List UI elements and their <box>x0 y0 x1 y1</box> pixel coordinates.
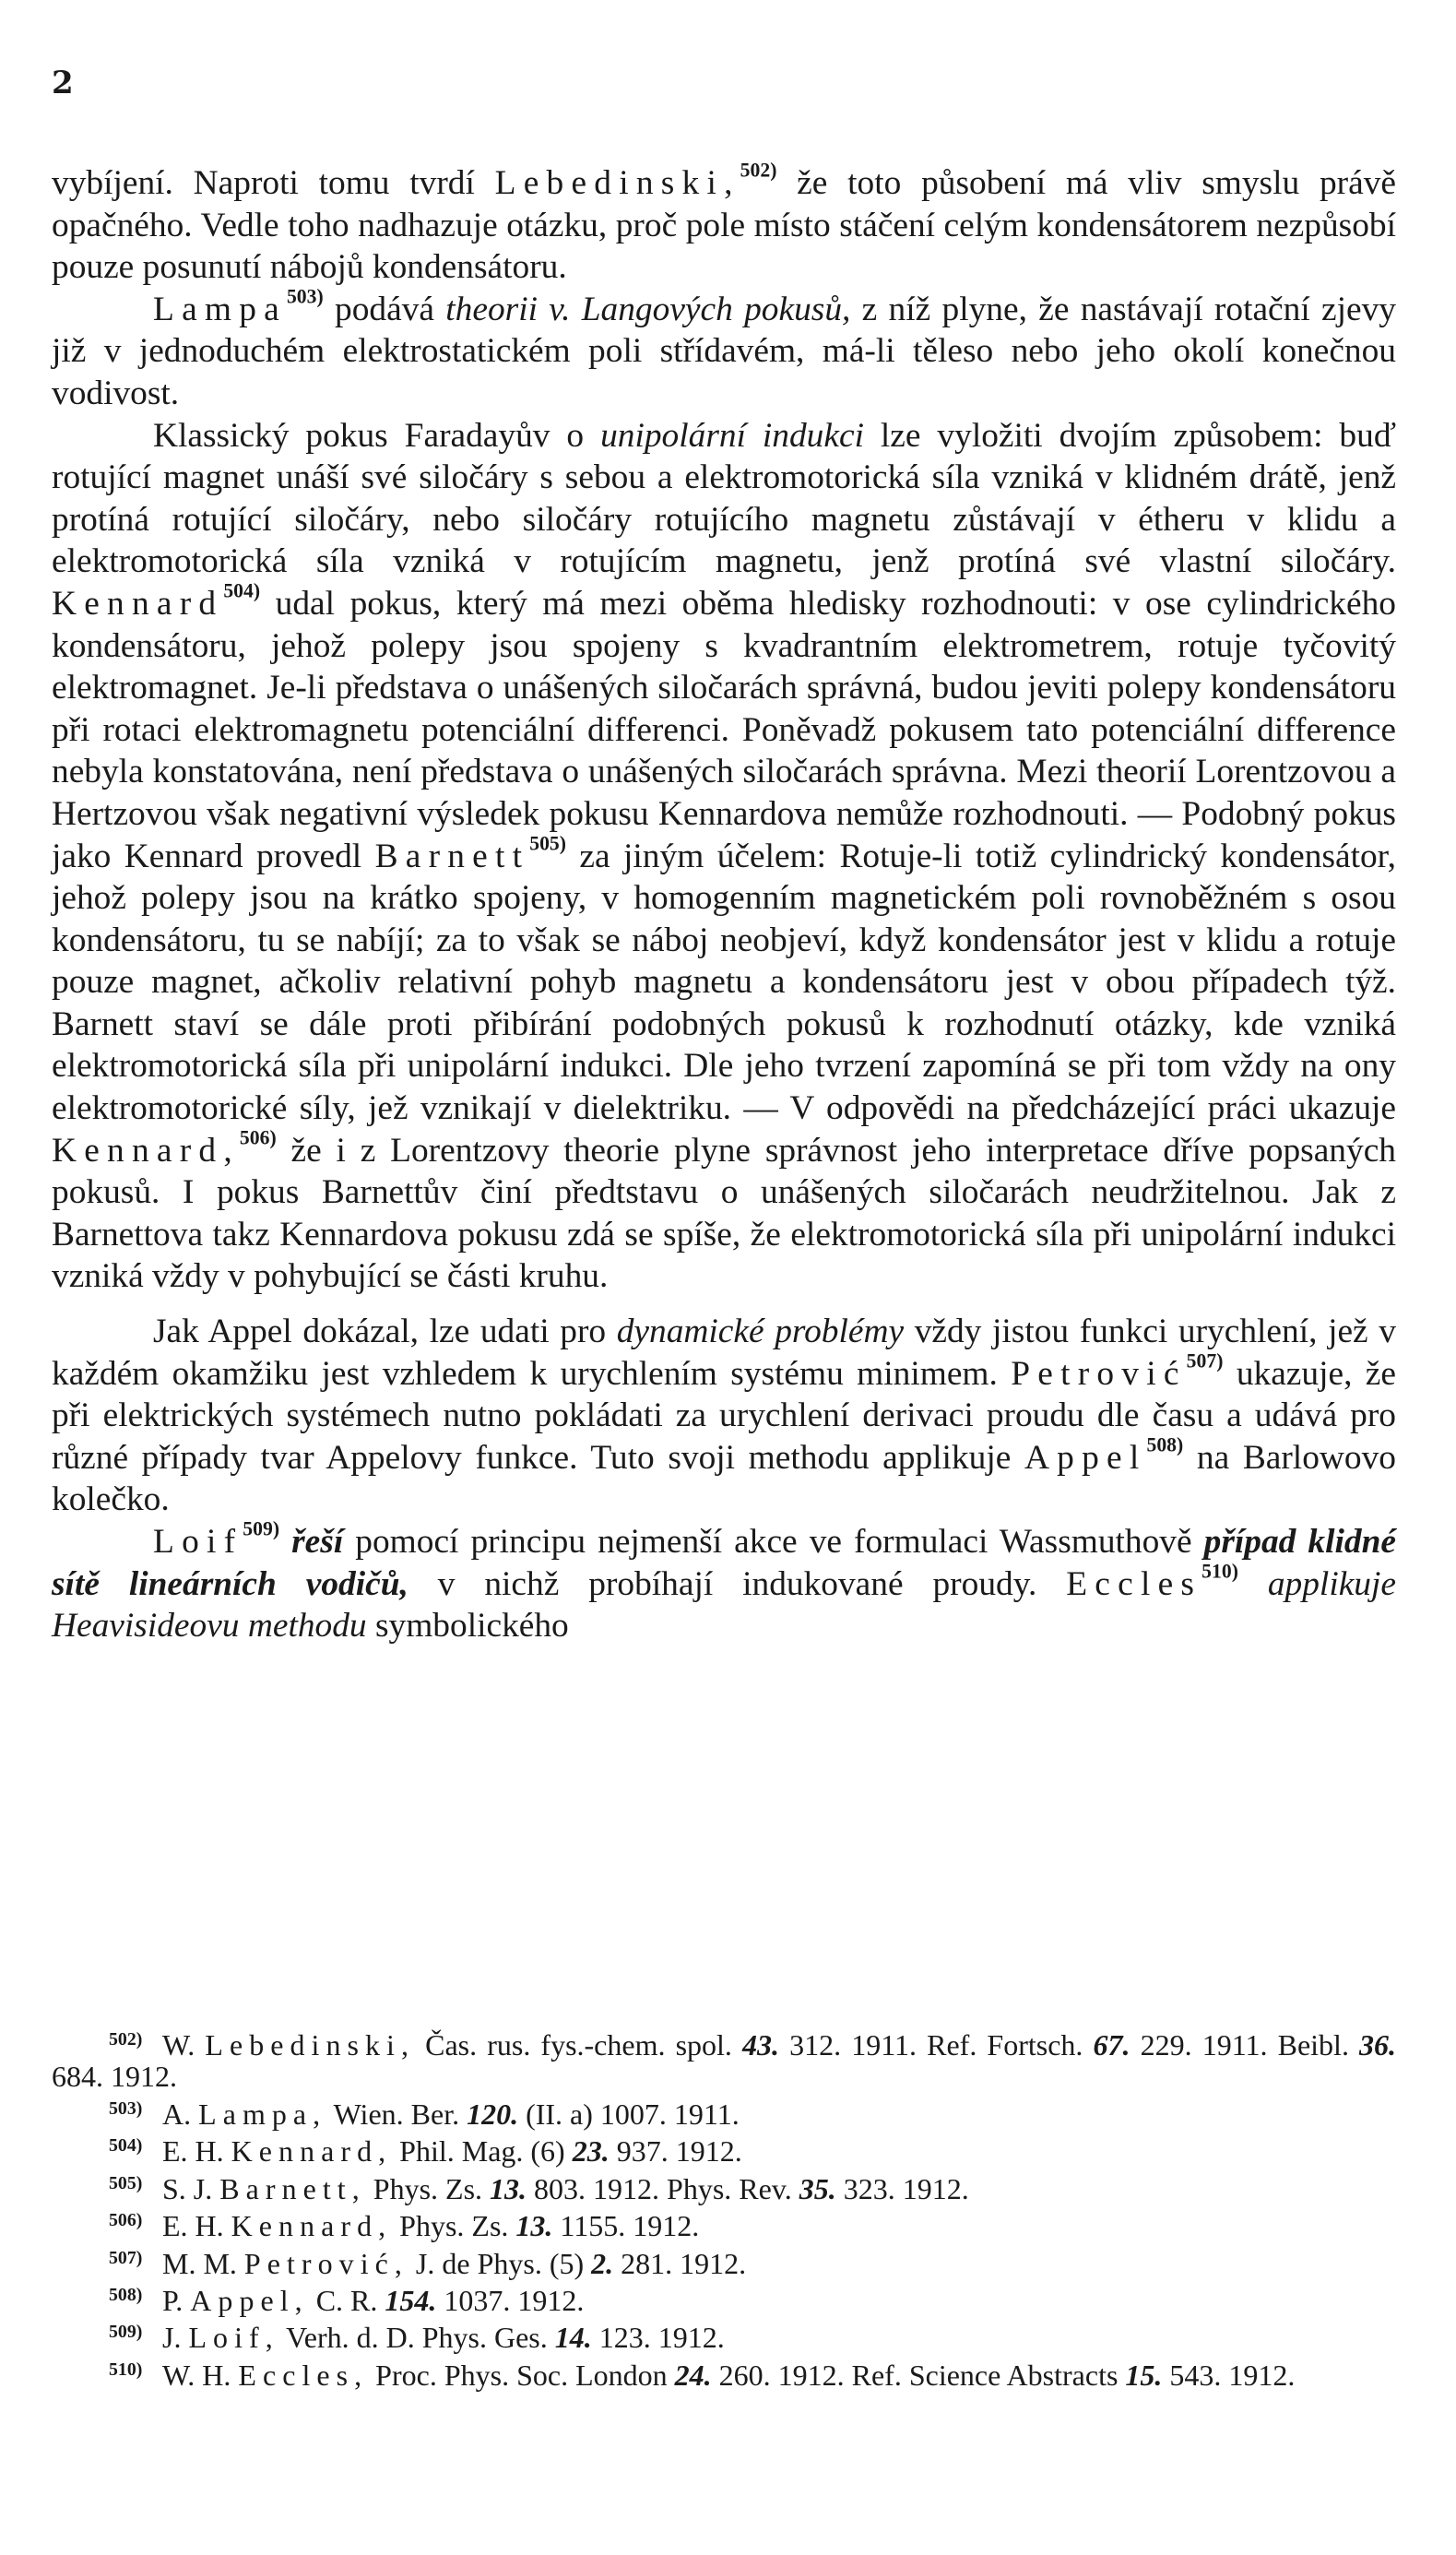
text-run: P. <box>162 2283 191 2317</box>
text-run: 15. <box>1125 2358 1163 2392</box>
text-run: na Barlowovo kolečko. <box>52 1438 1396 1519</box>
text-run: 13. <box>515 2209 553 2243</box>
text-run: 43. <box>742 2027 780 2062</box>
footnote-mark: 502) <box>109 2029 143 2050</box>
text-run: Proc. Phys. Soc. London <box>368 2358 675 2392</box>
text-run: J. <box>162 2321 189 2355</box>
text-run: Lampa <box>153 290 287 328</box>
text-run: E. H. <box>162 2134 231 2169</box>
paragraph <box>52 285 1396 415</box>
footnote <box>52 2354 1396 2391</box>
text-run: Kennard, <box>231 2209 393 2243</box>
text-run: řeší <box>291 1523 344 1561</box>
text-run: z níž plyne, že nastávají rotační zjevy již v jednoduchém elektrostatickém poli střídavém, má-li těleso nebo jeho okolí konečnou vodivost. <box>52 290 1396 412</box>
text-run: Wien. Ber. <box>326 2097 468 2131</box>
text-run: Loif <box>153 1523 243 1561</box>
footnote-mark: 503) <box>109 2097 143 2119</box>
text-run: pomocí principu nejmenší akce ve formulaci Wassmuthově <box>343 1523 1204 1561</box>
text-run: applikuje Heavisideovu methodu <box>52 1564 1396 1646</box>
text-run: 35. <box>799 2171 836 2205</box>
body-text <box>52 159 1396 1647</box>
paragraph <box>52 159 1396 289</box>
footnote <box>52 2204 1396 2241</box>
text-run: 312. 1911. Ref. Fortsch. <box>779 2027 1094 2062</box>
text-run: Čas. rus. fys.-chem. spol. <box>415 2027 743 2062</box>
text-run: 323. 1912. <box>835 2171 969 2205</box>
text-run: 154. <box>385 2283 437 2317</box>
text-run: M. M. <box>162 2246 244 2280</box>
footnote-text <box>162 2284 584 2317</box>
page-number: 2 <box>52 65 74 101</box>
text-run: Phil. Mag. (6) <box>392 2134 573 2169</box>
text-run: za jiným účelem: Rotuje-li totiž cylindrický kondensátor, jehož polepy jsou na krátko spojeny, v homogenním magnetickém poli rovnoběžném s osou kondensátoru, tu se nabíjí; za to však se náboj neobjeví, když kondensátor jest v klidu a rotuje pouze magnet, ačkoliv relativní pohyb magnetu a kondensátoru jest v obou případech týž. Barnett staví se dále proti přibírání podobných pokusů k rozhodnutí otázky, kde vzniká elektromotorická síla při unipolární indukci. Dle jeho tvrzení zapomíná se při tom vždy na ony elektromotorické síly, jež vznikají v dielektriku. — V odpovědi na předcházející práci ukazuje <box>52 837 1396 1128</box>
reference-mark: 503) <box>286 285 324 308</box>
paragraph <box>52 415 1396 1298</box>
footnote-text <box>162 2172 969 2205</box>
text-run: 2. <box>591 2246 614 2280</box>
text-run: Phys. Zs. <box>392 2209 516 2243</box>
footnote-text <box>162 2359 1295 2392</box>
text-run: E. H. <box>162 2209 231 2243</box>
footnote <box>52 2024 1396 2093</box>
text-run: že toto působení má vliv smyslu právě opačného. Vedle toho nadhazuje otázku, proč pole místo stáčení celým kondensátorem nezpůsobí pouze posunutí nábojů kondensátoru. <box>52 164 1396 287</box>
text-run: J. de Phys. (5) <box>408 2246 592 2280</box>
text-run <box>279 1523 291 1561</box>
reference-mark: 509) <box>243 1517 280 1540</box>
text-run: 24. <box>674 2358 712 2392</box>
text-run: případ klidné sítě lineárních vodičů, <box>52 1523 1396 1603</box>
text-run <box>1238 1565 1268 1603</box>
text-run: A. <box>162 2097 199 2131</box>
footnote-mark: 509) <box>109 2322 143 2343</box>
reference-mark: 506) <box>239 1126 277 1149</box>
text-run: Lampa, <box>198 2097 327 2131</box>
footnote-mark: 505) <box>109 2172 143 2193</box>
text-run: 260. 1912. Ref. Science Abstracts <box>711 2358 1126 2392</box>
reference-mark: 510) <box>1201 1560 1238 1583</box>
text-run: Kennard <box>52 584 224 623</box>
footnote-divider <box>52 2014 1396 2015</box>
footnote-mark: 504) <box>109 2135 143 2157</box>
text-run: 67. <box>1093 2027 1130 2062</box>
text-run: Appel, <box>190 2283 309 2317</box>
text-run: 937. 1912. <box>609 2134 742 2169</box>
text-run: vybíjení. Naproti tomu tvrdí <box>52 164 495 202</box>
reference-mark: 504) <box>223 579 261 602</box>
text-run: lze vyložiti dvojím způsobem: buď rotující magnet unáší své siločáry s sebou a elektromotorická síla vzniká v klidném drátě, jenž protíná rotující siločáry, nebo siločáry rotujícího magnetu zůstávají v étheru v klidu a elektromotorická síla vzniká v rotujícím magnetu, jenž protíná své vlastní siločáry. <box>52 416 1396 581</box>
text-run: Kennard, <box>52 1131 240 1170</box>
text-run: 684. 1912. <box>52 2060 177 2094</box>
text-run: Loif, <box>188 2321 279 2355</box>
text-run: 36. <box>1359 2027 1397 2062</box>
text-run: Jak Appel dokázal, lze udati pro <box>153 1313 617 1351</box>
reference-mark: 502) <box>740 159 777 182</box>
footnote <box>52 2242 1396 2279</box>
text-run: Petrović, <box>243 2246 408 2280</box>
text-run: 1037. 1912. <box>436 2283 585 2317</box>
footnotes <box>52 2024 1396 2391</box>
footnote-text <box>162 2321 725 2354</box>
text-run: Eccles, <box>238 2358 369 2392</box>
text-run: udal pokus, který má mezi oběma hledisky rozhodnouti: v ose cylindrického kondensátoru, jehož polepy jsou spojeny s kvadrantním elektrometrem, rotuje tyčovitý elektromagnet. Je-li představa o unášených siločarách správná, budou jeviti polepy kondensátoru při rotaci elektromagnetu potenciální differenci. Poněvadž pokusem tato potenciální difference nebyla konstatována, není představa o unášených siločarách správna. Mezi theorií Lorentzovou a Hertzovou však negativní výsledek pokusu Kennardova nemůže rozhodnouti. — Podobný pokus jako Kennard provedl <box>52 584 1396 875</box>
paragraph <box>52 1311 1396 1521</box>
text-run: Appel <box>1024 1438 1147 1477</box>
text-run: 281. 1912. <box>613 2246 747 2280</box>
text-run: S. J. <box>162 2171 220 2205</box>
reference-mark: 508) <box>1146 1433 1184 1456</box>
text-run: Kennard, <box>231 2134 393 2169</box>
text-run: Phys. Zs. <box>365 2171 491 2205</box>
footnote <box>52 2130 1396 2167</box>
text-run: W. <box>162 2027 206 2062</box>
text-run: 123. 1912. <box>591 2321 725 2355</box>
text-run: theorii v. Langových pokusů, <box>445 290 851 328</box>
text-run: 14. <box>554 2321 592 2355</box>
text-run: podává <box>323 290 446 328</box>
footnote-mark: 510) <box>109 2359 143 2380</box>
text-run: symbolického <box>366 1607 569 1646</box>
paragraph <box>52 1517 1396 1647</box>
footnote-text <box>52 2028 1396 2094</box>
reference-mark: 505) <box>529 832 566 855</box>
text-run: ukazuje, že při elektrických systémech nutno pokládati za urychlení derivaci proudu dle času a udává pro různé případy tvar Appelovy funkce. Tuto svoji methodu applikuje <box>52 1354 1396 1477</box>
footnote-mark: 508) <box>109 2284 143 2305</box>
text-run: dynamické problémy <box>616 1313 905 1351</box>
footnote <box>52 2316 1396 2353</box>
footnote <box>52 2093 1396 2130</box>
text-run: Barnett <box>374 837 530 875</box>
text-run: Verh. d. D. Phys. Ges. <box>278 2321 555 2355</box>
text-run: 543. 1912. <box>1162 2358 1296 2392</box>
footnote-text <box>162 2209 699 2242</box>
footnote <box>52 2279 1396 2316</box>
footnote-mark: 506) <box>109 2210 143 2231</box>
text-run: W. H. <box>162 2358 239 2392</box>
text-run: Eccles <box>1066 1564 1202 1603</box>
text-run: Klassický pokus Faradayův o <box>153 416 601 455</box>
text-run: 23. <box>572 2134 610 2169</box>
text-run: 1155. 1912. <box>552 2209 700 2243</box>
reference-mark: 507) <box>1186 1349 1224 1373</box>
footnote-text <box>162 2246 746 2279</box>
footnote <box>52 2168 1396 2204</box>
text-run: v nichž probíhají indukované proudy. <box>408 1564 1067 1603</box>
text-run: 120. <box>467 2097 519 2131</box>
text-run: C. R. <box>308 2283 385 2317</box>
footnote-text <box>162 2097 740 2131</box>
text-run: (II. a) 1007. 1911. <box>518 2097 740 2131</box>
text-run: 13. <box>490 2171 527 2205</box>
footnote-text <box>162 2134 742 2168</box>
text-run: Lebedinski, <box>205 2027 416 2062</box>
text-run: Lebedinski, <box>494 164 740 202</box>
text-run: že i z Lorentzovy theorie plyne správnost jeho interpretace dříve popsaných pokusů. I pokus Barnettův činí předtstavu o unášených siločarách neudržitelnou. Jak z Barnettova takz Kennardova pokusu zdá se spíše, že elektromotorická síla při unipolární indukci vzniká vždy v pohybující se části kruhu. <box>52 1131 1396 1296</box>
text-run: 803. 1912. Phys. Rev. <box>527 2171 799 2205</box>
text-run: unipolární indukci <box>600 416 864 455</box>
text-run: 229. 1911. Beibl. <box>1130 2027 1360 2062</box>
text-run: vždy jistou funkci urychlení, jež v každém okamžiku jest vzhledem k urychlením systému minimem. <box>52 1313 1396 1393</box>
text-run: Petrović <box>1011 1354 1187 1393</box>
text-run: Barnett, <box>219 2171 366 2205</box>
footnote-mark: 507) <box>109 2247 143 2268</box>
